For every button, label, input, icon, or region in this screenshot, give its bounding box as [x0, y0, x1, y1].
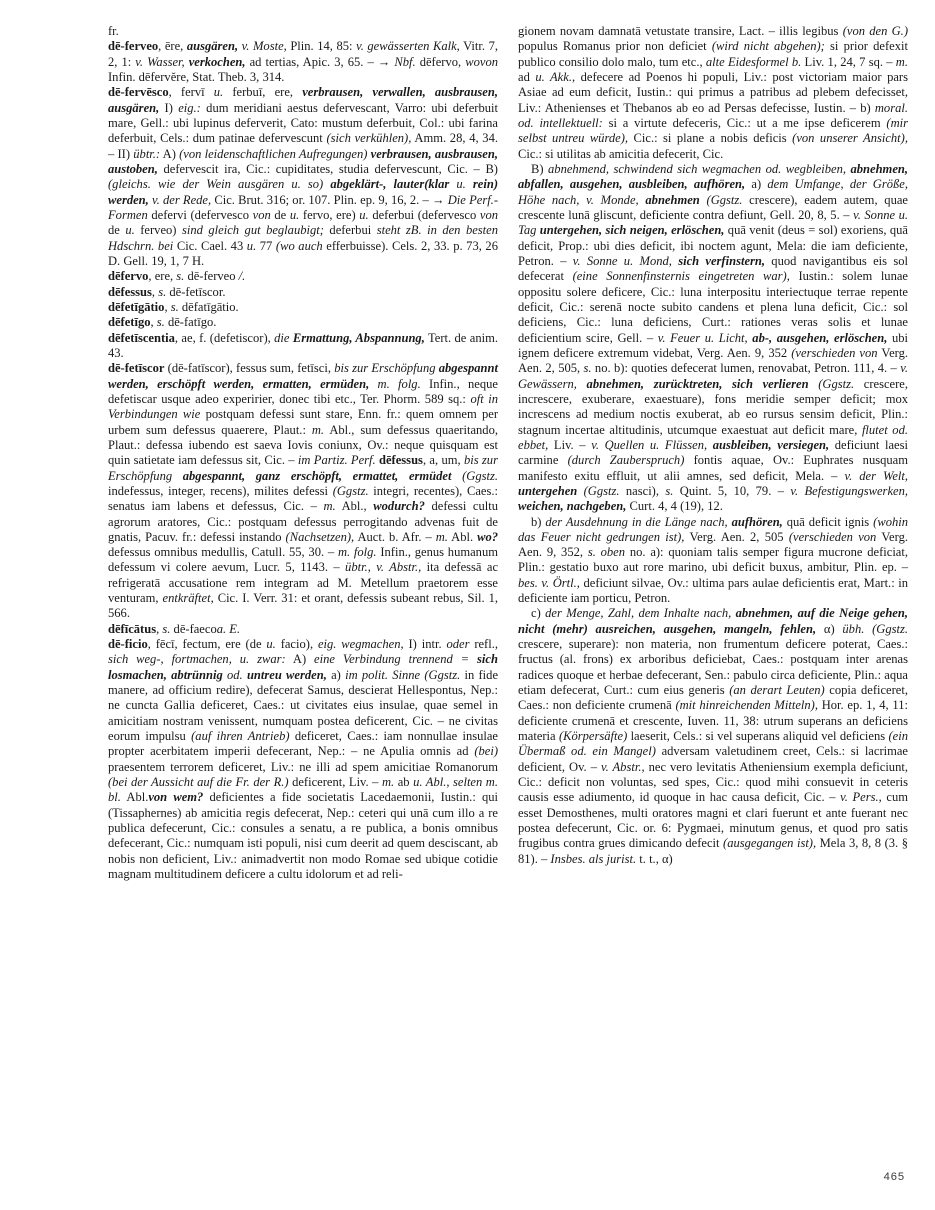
entry-text: copia deficeret, Caes.: non deficiente crumenā — [518, 683, 908, 713]
entry-text: crescere), eadem autem, quae crescente lunā gliscunt, deficiente contra defiunt, Gell. 20, 8, 5. – — [518, 192, 908, 222]
entry-text: (durch Zauberspruch) — [567, 453, 685, 468]
entry-text: gionem novam damnatā vetustate transire, Lact. – illis legibus — [518, 24, 843, 38]
entry-text: laeserit, Cels.: si vel superans aliquid vel deficiens — [627, 729, 889, 744]
entry-text: m. — [381, 775, 395, 790]
entry-text: u. — [125, 223, 135, 238]
entry-text: quā deficit ignis — [782, 514, 874, 529]
entry-text: wo? — [477, 529, 498, 544]
entry-text: (Ggstz. — [577, 483, 620, 498]
entry-text: defessus omnibus medullis, Catull. 55, 30. – — [108, 545, 338, 560]
dictionary-entry — [108, 39, 498, 85]
entry-text: (von leidenschaftlichen Aufregungen) — [179, 146, 368, 161]
entry-text: Nbf. — [394, 54, 416, 69]
entry-text: von wem? — [148, 790, 204, 805]
entry-text: dēfatīgātio. — [178, 299, 239, 314]
dictionary-entry — [108, 24, 498, 39]
entry-text: dem Umfange, der Größe, Höhe nach, v. Monde, — [518, 177, 909, 207]
entry-text: de — [108, 223, 126, 238]
entry-text: abnehmen, auf die Neige gehen, nicht (mehr) ausreichen, ausgehen, mangeln, fehlen, — [518, 606, 908, 636]
entry-text: abnehmen, zurücktreten, sich verlieren — [576, 376, 809, 391]
entry-text: weichen, nachgeben, — [518, 499, 627, 514]
entry-text: B) — [531, 161, 549, 176]
entry-text: si a virtute defeceris, Cic.: ut a me ipse deficerem — [602, 115, 887, 130]
entry-text: quā venit (deus = sol) exoriens, quā deficit, Prop.: ubi dies deficit, ibi noctem agunt, Mela: die iam deficiente, Petron. – — [518, 223, 908, 268]
entry-text: untergehen — [518, 483, 578, 498]
entry-text: s. — [156, 315, 165, 330]
dictionary-entry — [108, 269, 498, 284]
entry-text: Abl., sum defessus quaeritando, Plaut.: defessa iubendo est saeva Iovis coniunx, Ov.: neque quisquam est quin satietate iam defessus sit, Cic. – — [108, 422, 498, 468]
entry-text: populus Romanus prior non deficiet — [518, 39, 712, 54]
entry-text: ausgären, — [186, 39, 239, 54]
entry-text: cum esset Demosthenes, multi oratores magni et clari fuerunt et ante fuerant nec postea defecerunt, Cic. or. 6: Pygmaei, minutum genus, et quod pro satis frugibus contra grues dimicando defecit — [518, 790, 908, 851]
entry-text: od. — [222, 667, 243, 682]
entry-text: die — [274, 330, 290, 345]
entry-text: steht zB. in den besten Hdschrn. bei — [108, 223, 499, 253]
entry-text: deficiunt laesi carmine — [518, 437, 908, 468]
entry-text: A) — [160, 146, 180, 161]
dictionary-entry — [108, 361, 498, 622]
entry-text: (wo auch — [275, 238, 323, 253]
entry-text: ausbleiben, versiegen, — [707, 437, 830, 452]
entry-text: (ausgegangen ist), — [723, 836, 817, 851]
entry-text: (Körpersäfte) — [558, 729, 628, 744]
entry-text: de — [270, 207, 290, 222]
entry-text: sind gleich gut beglaubigt; — [181, 223, 324, 238]
entry-text: (verschieden von — [788, 529, 877, 544]
entry-headword: dēfetīgo — [108, 315, 151, 330]
entry-text: , fervī — [168, 85, 214, 100]
entry-text: ad tertias, Apic. 3, 65. – → — [245, 54, 395, 69]
dictionary-entry — [108, 85, 498, 269]
dictionary-entry — [108, 637, 498, 882]
entry-text: dē-faeco — [170, 621, 217, 636]
entry-text: Infin., genus humanum defessum vi colere aevum, Lucr. 5, 1143. – — [108, 545, 498, 575]
entry-text: wovon — [465, 54, 498, 69]
entry-text: im polit. Sinne (Ggstz. — [345, 667, 461, 682]
entry-text: Cic.: si plane a nobis deficis — [628, 131, 793, 146]
dictionary-entry — [108, 622, 498, 637]
entry-text: m. folg. — [337, 545, 377, 560]
entry-text: no. b): quoties defecerat lumen, renovabat, Petron. 111, 4. – — [591, 361, 901, 376]
dictionary-entry — [108, 331, 498, 362]
entry-text: u. — [449, 177, 466, 192]
entry-text: no. a): quoniam talis semper figura mucrone deficiat, Plin.: gestatio buxo aut rore marino, ubi deficit buxus, ambitur, Plin. ep. – — [518, 545, 908, 575]
entry-text: , — [156, 621, 163, 636]
entry-text: m. folg. — [369, 376, 421, 391]
entry-text: b) — [531, 514, 546, 529]
entry-text: v. Sonne u. Tag — [518, 207, 909, 238]
entry-headword: dēfessus — [108, 284, 152, 299]
entry-text: facio), — [275, 637, 318, 652]
entry-text: efferbuisse). Cels. 2, 33. p. 73, 26 D. Gell. 19, 1, 7 H. — [108, 238, 498, 268]
entry-text: quod navigantibus eis sol defecerat — [518, 253, 908, 284]
entry-text: crescere, increscere, exuberare, exaestuare), fons meridie semper deficit; mox increscens ad medium noctis exuberat, ab eo rursus sensim deficit, Plin.: stagnum incertae altitudinis, utcumque exaestuat aut deficit mare, — [518, 376, 908, 437]
entry-text: u. — [289, 207, 300, 222]
page-number: 465 — [883, 1171, 905, 1183]
entry-text: Verg. Aen. 2, 505, — [518, 345, 908, 376]
entry-text: , a, um, — [422, 453, 464, 468]
entry-text: ab — [394, 775, 414, 790]
entry-text: u. — [246, 238, 257, 253]
entry-text: Hor. ep. 1, 4, 11: deficiente crumenā et crescente, Iuven. 11, 38: utrum superans an deficiens materia — [518, 698, 908, 744]
entry-text: v. Pers., — [840, 790, 882, 805]
entry-text: , — [164, 299, 171, 314]
entry-text: verbrausen, ausbrausen, austoben, — [108, 146, 498, 176]
entry-text: Ermattung, Abspannung, — [289, 330, 425, 345]
entry-text: Cic. Cael. 43 — [173, 238, 247, 253]
entry-text: (Ggstz. — [332, 483, 369, 498]
entry-text: m. — [435, 529, 448, 544]
entry-text: A) — [285, 652, 315, 667]
entry-text: deficientes a fide societatis Lacedaemonii, Iustin.: qui (Tissaphernes) ab amicitia regis defecerat, Nep.: ceteri qui unā cum illo a re publica defecerunt, Cic.: consules a senatu, a re publica, a bonis omnibus defecerant, Cic.: numquam isti populi, nisi cum deerit ad quem desciscant, ab nobis non deficient, Liv.: animadvertit non modo Romae sed ubique cotidie magnam multitudinem deficere a cultu idolorum et ad reli- — [108, 790, 499, 882]
entry-text: (mit hinreichenden Mitteln), — [675, 698, 818, 713]
entry-text: s. — [158, 284, 167, 299]
entry-text: ferbuī, ere, — [223, 85, 303, 100]
entry-text: (verschieden von — [791, 345, 878, 360]
entry-headword: dē-ferveo — [108, 39, 159, 54]
entry-text: der Ausdehnung in die Länge nach, — [545, 514, 728, 529]
entry-text: eine Verbindung trennend = — [314, 652, 470, 667]
entry-text: indefessus, integer, recens), milites defessi — [108, 483, 333, 498]
entry-text: oft in Verbindungen wie — [108, 391, 498, 422]
entry-text: abgeklärt-, lauter(klar — [323, 177, 450, 192]
entry-text: u. Akk., — [535, 69, 576, 84]
dictionary-entry — [518, 515, 908, 607]
entry-text: sich verfinstern, — [671, 253, 766, 268]
entry-text: I) — [159, 100, 179, 115]
entry-text: fr. — [108, 24, 119, 38]
entry-text: bis zur Erschöpfung — [108, 453, 498, 483]
left-column — [108, 24, 498, 1164]
entry-text: , ēre, — [158, 39, 187, 54]
entry-text: abnehmen — [638, 192, 700, 207]
entry-text: t. t., α) — [636, 851, 673, 866]
entry-text: ferveo) — [134, 223, 182, 238]
entry-text: moral. od. intellektuell: — [518, 100, 908, 130]
entry-text: dē-fetīscor. — [166, 284, 226, 299]
dictionary-entry — [108, 315, 498, 330]
entry-text: deficiunt silvae, Ov.: ultima pars aulae deficientis erat, Mart.: in deficiente iam porticu, Petron. — [518, 575, 908, 606]
entry-text: dē-ferveo — [184, 269, 239, 284]
page-columns — [108, 24, 908, 1164]
entry-text: v. Sonne u. Mond, — [572, 253, 672, 268]
entry-text: v. Quellen u. Flüssen, — [591, 437, 708, 452]
entry-text: von — [252, 207, 271, 222]
entry-text: sich weg-, fortmachen, u. zwar: — [108, 652, 286, 667]
entry-text: abnehmen, abfallen, ausgehen, ausbleiben, aufhören, — [518, 161, 909, 192]
dictionary-entry — [518, 162, 908, 515]
dictionary-entry — [108, 300, 498, 315]
entry-text: defecere ad Poenos hi populi, Liv.: post victoriam maior pars Asiae ad eum deficit, Iustin.: qui primus a patribus ad plebem defecisset, Liv.: Athenienses et Thebanos ab eo ad Persas defecisse, Iustin. – b) — [518, 69, 908, 115]
entry-text: verbrausen, verwallen, ausbrausen, ausgären, — [108, 85, 498, 115]
entry-text: von — [479, 207, 499, 222]
entry-text: v. gewässerten Kalk, — [356, 39, 460, 54]
entry-text: der Menge, Zahl, dem Inhalte nach, — [545, 606, 732, 621]
entry-text: a. E. — [216, 621, 241, 636]
entry-text: s. — [162, 621, 171, 636]
entry-text: (wird nicht abgehen); — [711, 39, 825, 54]
entry-headword: dēfetīscentia — [108, 330, 175, 345]
entry-text: (gleichs. wie der Wein ausgären u. so) — [108, 177, 324, 192]
right-column — [518, 24, 908, 1164]
entry-text: übtr.: — [133, 146, 161, 161]
entry-text: Amm. 28, 4, 34. – II) — [108, 131, 498, 161]
entry-text: (an derart Leuten) — [729, 683, 825, 698]
entry-text: Abl., — [335, 499, 374, 514]
entry-text: v. der Rede, — [148, 192, 212, 207]
entry-text: wodurch? — [373, 499, 425, 514]
entry-text: übh. (Ggstz. — [842, 621, 909, 636]
entry-text: , — [150, 315, 157, 330]
entry-text: s. oben — [587, 545, 626, 560]
entry-text: c) — [531, 606, 546, 621]
entry-text: Infin. dēfervĕre, Stat. Theb. 3, 314. — [108, 69, 285, 84]
entry-text: bes. v. Örtl., — [518, 575, 580, 590]
entry-text: (bei der Aussicht auf die Fr. der R.) — [108, 775, 289, 790]
entry-text: (dē-fatīscor), fessus sum, fetīsci, — [164, 361, 335, 376]
entry-text: Insbes. als jurist. — [550, 851, 637, 866]
entry-text: , ere, — [148, 269, 177, 284]
entry-text: dum meridiani aestus defervescant, Varro: ubi deferbuit mare, Gell.: ubi lupinus deferverit, Cato: mustum deferbuit, Col.: ubi farina deferbuit, Cels.: dum patinae defervescunt — [108, 100, 498, 146]
entry-text: praesentem terrorem deficeret, Liv.: ne illi ad spem amicitiae Romanorum — [108, 759, 498, 774]
entry-text: integri, recentes), Caes.: senatus iam labens et defessus, Cic. – — [108, 483, 498, 514]
entry-text: (Ggstz. — [699, 192, 743, 207]
entry-text: a) — [326, 667, 346, 682]
entry-text: u. — [266, 637, 276, 652]
entry-text: eig.: — [178, 100, 201, 115]
entry-text: defessi cultu agrorum aratores, Cic.: postquam defessus perrogitando advenas fuit de gnatis, Pacuv. fr.: defessi instando — [108, 499, 498, 544]
entry-text: , — [151, 284, 159, 299]
entry-text: v. Abstr., — [600, 759, 645, 774]
entry-text: Curt. 4, 4 (19), 12. — [626, 499, 723, 514]
entry-text: m. — [311, 422, 325, 437]
entry-text: adversam valetudinem creet, Cels.: si lacrimae deficient, Ov. – — [518, 744, 909, 774]
entry-text: ad — [518, 69, 536, 84]
entry-headword: dē-ficio — [108, 637, 148, 652]
entry-text: s. — [583, 361, 592, 376]
entry-text: oder — [446, 637, 470, 652]
entry-text: Die Perf.-Formen — [108, 192, 498, 222]
entry-text: u. — [213, 85, 224, 100]
entry-text: untreu werden, — [242, 667, 327, 682]
entry-text: entkräftet, — [162, 591, 214, 606]
entry-text: /. — [238, 269, 246, 284]
entry-text: crescere, superare): non materia, non frumentum deficere poterat, Caes.: fructus (al. frons) ex arboribus deficiebat, Caes.: postquam inter arenas radices quoque et herbae defecerant, Sen.: pabulo circa deficiente, Plin.: aqua etiam defecerat, Curt.: cum eius generis — [518, 637, 908, 698]
entry-headword: dēfetīgātio — [108, 299, 165, 314]
entry-text: (Ggstz. — [451, 468, 498, 483]
entry-text: v. der Welt, — [844, 468, 908, 483]
entry-text: Liv. – — [548, 437, 592, 452]
entry-text: Cic. Brut. 316; or. 107. Plin. ep. 9, 16, 2. – → — [211, 192, 448, 207]
dictionary-entry — [518, 606, 908, 867]
dictionary-entry — [518, 24, 908, 162]
entry-text: bis zur Erschöpfung — [334, 361, 436, 376]
entry-text: deferbui (defervesco — [368, 207, 480, 222]
entry-text: abgespannt werden, erschöpft werden, ermatten, ermüden, — [108, 361, 498, 391]
entry-text: Cic.: si utilitas ab amicitia defecerit, Cic. — [518, 146, 724, 161]
entry-text: refl., — [469, 637, 498, 652]
entry-text: (sich verkühlen), — [326, 131, 412, 146]
entry-text: Iustin.: solem lunae oppositu solere deficere, Cic.: luna interpositu interiectuque terrae repente deficit, Cic.: serenā nocte subito candens et plena luna deficit, Cic.: sol deficiens, Cic.: luna deficiens, Curt.: rationes veras solis et lunae deficientium scire, Gell. – — [518, 269, 908, 345]
entry-text: übtr., v. Abstr., — [345, 560, 422, 575]
entry-text: defervescit ira, Cic.: cupiditates, studia defervescunt, Cic. – B) — [157, 161, 498, 176]
entry-headword: dē-fetīscor — [108, 361, 165, 376]
entry-text: alte Eidesformel b. — [705, 54, 802, 69]
entry-text: 77 — [256, 238, 276, 253]
entry-text: Cic. I. Verr. 31: et orant, defessis subeant rebus, Sil. 1, 566. — [108, 591, 498, 621]
entry-text: si prior defexit publico consilio dolo malo, tum etc., — [518, 39, 908, 69]
entry-text: abgespannt, ganz erschöpft, ermattet, ermüdet — [172, 468, 452, 483]
entry-text: Vitr. 7, 2, 1: — [108, 39, 498, 69]
entry-text: Liv. 1, 24, 7 sq. – — [801, 54, 896, 69]
entry-headword: dēfervo — [108, 269, 149, 284]
entry-text: (mir selbst untreu würde), — [518, 115, 908, 146]
entry-text: α) — [816, 621, 843, 636]
entry-text: , ae, f. (defetiscor), — [174, 330, 275, 345]
entry-text: (Nachsetzen), — [285, 529, 355, 544]
entry-text: s. — [170, 299, 179, 314]
entry-text: flutet od. ebbet, — [518, 422, 908, 452]
entry-text: ab-, ausgehen, erlöschen, — [747, 330, 888, 345]
entry-text: Infin., neque defetiscar usque adeo experirier, donec tibi etc., Ter. Phorm. 589 sq.: — [108, 376, 498, 406]
entry-text: m. — [895, 54, 908, 69]
entry-text: v. Feuer u. Licht, — [657, 330, 748, 345]
entry-text: a) — [745, 177, 768, 192]
entry-text: u. — [359, 207, 369, 222]
entry-text: (bei) — [474, 744, 498, 759]
entry-text: (Ggstz. — [808, 376, 855, 391]
entry-text: sich losmachen, abtrünnig — [108, 652, 498, 682]
entry-text: v. Moste, — [238, 39, 287, 54]
entry-text: dēfervo, — [415, 54, 466, 69]
entry-text: Tert. de anim. 43. — [108, 330, 498, 360]
entry-text: Plin. 14, 85: — [286, 39, 357, 54]
entry-text: defervi (defervesco — [147, 207, 253, 222]
entry-text: untergehen, sich neigen, erlöschen, — [536, 223, 725, 238]
entry-text: postquam defessi sunt stare, Enn. fr.: quem omnem per urbem sum defessus quaerere, Plaut.: — [108, 407, 498, 437]
entry-text: ubi ignem deficere extremum videbat, Verg. Aen. 9, 352 — [518, 330, 909, 360]
entry-text: deficerent, Liv. – — [288, 775, 382, 790]
entry-text: m. — [323, 499, 336, 514]
entry-headword: dē-fervēsco — [108, 85, 169, 100]
entry-text: ita defessā ac refrigeratā accusatione rem integram ad M. Metellum praetorem esse venturam, — [108, 560, 499, 606]
entry-text: v. Wasser, — [135, 54, 185, 69]
entry-text: v. Gewässern, — [518, 361, 908, 391]
entry-text: u. Abl., selten m. bl. — [108, 775, 498, 805]
entry-text: (von unserer Ansicht), — [792, 131, 908, 146]
entry-text: (auf ihren Antrieb) — [191, 729, 290, 744]
entry-text: deficeret, Caes.: iam nonnullae insulae propter acerbitatem imperii defecerant, Nep.: – ne Apulia omnis ad — [108, 729, 499, 759]
entry-text: nasci), — [619, 483, 666, 498]
entry-text: I) intr. — [403, 637, 447, 652]
entry-text: Verg. Aen. 9, 352, — [518, 529, 908, 560]
entry-text: fontis aquae, Ov.: Euphrates nusquam manifesto exitu effluit, ut alii amnes, sed deficit, Mela. – — [518, 453, 908, 483]
entry-text: abnehmend, schwindend sich wegmachen od. wegbleiben, — [548, 161, 847, 176]
entry-text: fervo, ere) — [299, 207, 360, 222]
entry-text: verkochen, — [184, 54, 246, 69]
entry-text: dē-fatīgo. — [164, 315, 217, 330]
entry-text: v. Befestigungswerken, — [790, 483, 908, 498]
entry-text: aufhören, — [727, 514, 783, 529]
entry-text: deferbui — [323, 223, 377, 238]
entry-text: s. — [176, 269, 185, 284]
entry-text: nec vero levitatis Atheniensium exempla deficiunt, Cic.: deficit non voluntas, sed spes, Cic.: quod mihi consuevit in ceteris causis esse adiumento, id quoque in hac causa deficit, Cic. – — [518, 759, 908, 805]
dictionary-entry — [108, 285, 498, 300]
entry-text: (ein Übermaß od. ein Mangel) — [518, 729, 908, 759]
entry-text: eig. wegmachen, — [317, 637, 404, 652]
entry-text: Mela 3, 8, 8 (3. § 81). – — [518, 836, 908, 866]
entry-text: im Partiz. Perf. — [297, 453, 376, 468]
entry-text: Abl. — [447, 529, 478, 544]
entry-text: (von den G.) — [842, 24, 908, 38]
entry-text: , fēcī, fectum, ere (de — [147, 637, 267, 652]
entry-text: s. — [665, 483, 674, 498]
entry-text: Quint. 5, 10, 79. – — [673, 483, 791, 498]
entry-text: Auct. b. Afr. – — [354, 529, 436, 544]
entry-text: rein) werden, — [108, 177, 499, 207]
entry-text: in fide manere, ad officium redire), defecerat Samus, descierat Hellespontus, Nep.: ne cuncta Gallia deficeret, Caes.: ut civitates eius insulae, quae semel in amicitiam nostram venissent, numquam postea deficerent, Cic. – ne civitas eorum impulsu — [108, 667, 499, 744]
entry-text: Abl. — [120, 790, 149, 805]
entry-text: Verg. Aen. 2, 505 — [684, 529, 789, 544]
entry-text: (wohin das Feuer nicht gedrungen ist), — [518, 514, 908, 544]
entry-headword: dēfīcātus — [108, 621, 157, 636]
entry-headword: dēfessus — [375, 453, 423, 468]
entry-text: (eine Sonnenfinsternis eingetreten war), — [572, 269, 790, 284]
